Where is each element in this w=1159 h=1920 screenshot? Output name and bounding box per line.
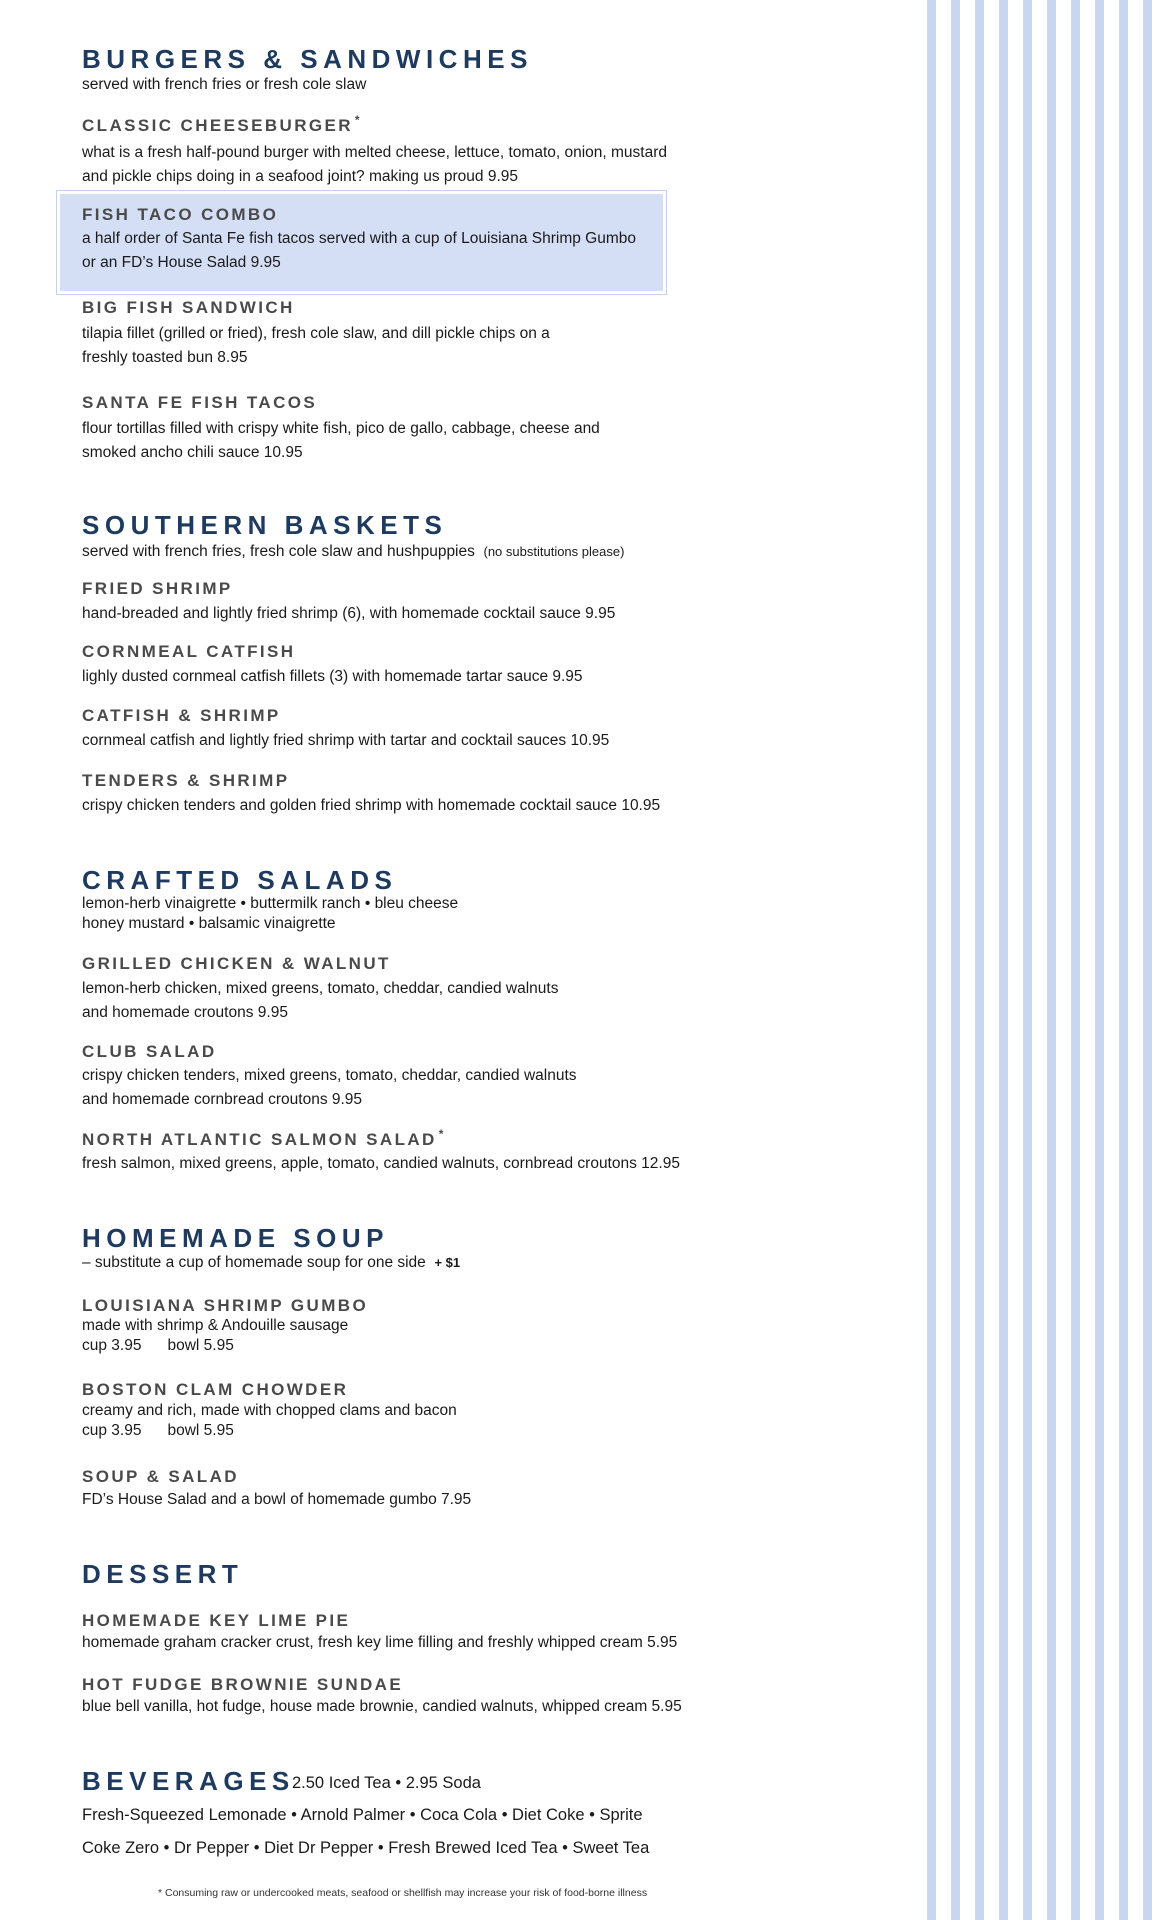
- substitution-note: (no substitutions please): [483, 544, 625, 559]
- menu-item-classic-cheeseburger: [82, 113, 362, 136]
- item-description: FD’s House Salad and a bowl of homemade gumbo 7.95: [82, 1491, 472, 1508]
- asterisk: *: [354, 113, 362, 127]
- item-description: lighly dusted cornmeal catfish fillets (3) with homemade tartar sauce 9.95: [82, 668, 583, 685]
- bowl-price: bowl 5.95: [167, 1422, 234, 1439]
- description-line: lemon-herb chicken, mixed greens, tomato, cheddar, candied walnuts: [82, 980, 559, 997]
- description-line: and homemade cornbread croutons 9.95: [82, 1091, 363, 1108]
- menu-item-tenders-shrimp: TENDERS & SHRIMP: [82, 771, 290, 790]
- menu-item-hot-fudge-brownie-sundae: HOT FUDGE BROWNIE SUNDAE: [82, 1675, 404, 1694]
- item-name: CLASSIC CHEESEBURGER: [82, 116, 353, 135]
- dressing-options: [82, 894, 458, 934]
- beverage-prices: 2.50 Iced Tea • 2.95 Soda: [292, 1774, 481, 1792]
- cup-price: cup 3.95: [82, 1422, 142, 1439]
- description-line: and pickle chips doing in a seafood joint? making us proud 9.95: [82, 168, 519, 185]
- item-description: [82, 227, 636, 275]
- price-line: [82, 1336, 348, 1356]
- item-description: cornmeal catfish and lightly fried shrimp with tartar and cocktail sauces 10.95: [82, 732, 610, 749]
- item-description: hand-breaded and lightly fried shrimp (6), with homemade cocktail sauce 9.95: [82, 605, 616, 622]
- item-description: blue bell vanilla, hot fudge, house made brownie, candied walnuts, whipped cream 5.95: [82, 1698, 682, 1715]
- subtitle-text: served with french fries, fresh cole slaw and hushpuppies: [82, 543, 475, 560]
- item-description: [82, 417, 600, 465]
- item-description: [82, 322, 550, 370]
- description-line: or an FD’s House Salad 9.95: [82, 254, 281, 271]
- item-name: NORTH ATLANTIC SALMON SALAD: [82, 1130, 437, 1149]
- food-safety-disclaimer: * Consuming raw or undercooked meats, seafood or shellfish may increase your risk of food-borne illness: [158, 1887, 648, 1899]
- decorative-stripes: [912, 0, 1159, 1920]
- description-line: smoked ancho chili sauce 10.95: [82, 444, 303, 461]
- description-line: creamy and rich, made with chopped clams and bacon: [82, 1402, 457, 1419]
- section-title-baskets: SOUTHERN BASKETS: [82, 510, 448, 540]
- price-line: [82, 1421, 457, 1441]
- cup-price: cup 3.95: [82, 1337, 142, 1354]
- item-description: homemade graham cracker crust, fresh key lime filling and freshly whipped cream 5.95: [82, 1634, 678, 1651]
- section-subtitle-burgers: served with french fries or fresh cole slaw: [82, 76, 367, 93]
- menu-item-louisiana-shrimp-gumbo: LOUISIANA SHRIMP GUMBO: [82, 1296, 369, 1315]
- description-line: and homemade croutons 9.95: [82, 1004, 288, 1021]
- item-description: [82, 141, 667, 189]
- menu-item-fried-shrimp: FRIED SHRIMP: [82, 579, 233, 598]
- beverage-list-line-2: Coke Zero • Dr Pepper • Diet Dr Pepper • Fresh Brewed Iced Tea • Sweet Tea: [82, 1839, 650, 1857]
- menu-item-north-atlantic-salmon-salad: [82, 1127, 446, 1150]
- bowl-price: bowl 5.95: [167, 1337, 234, 1354]
- item-description: [82, 1401, 457, 1441]
- description-line: a half order of Santa Fe fish tacos served with a cup of Louisiana Shrimp Gumbo: [82, 230, 636, 247]
- menu-item-cornmeal-catfish: CORNMEAL CATFISH: [82, 642, 296, 661]
- section-subtitle-soup: [82, 1251, 460, 1275]
- asterisk: *: [438, 1127, 446, 1141]
- menu-item-big-fish-sandwich: BIG FISH SANDWICH: [82, 298, 295, 317]
- section-title-salads: CRAFTED SALADS: [82, 865, 398, 895]
- menu-item-santa-fe-fish-tacos: SANTA FE FISH TACOS: [82, 393, 318, 412]
- menu-item-fish-taco-combo: FISH TACO COMBO: [82, 205, 279, 224]
- menu-item-key-lime-pie: HOMEMADE KEY LIME PIE: [82, 1611, 351, 1630]
- section-subtitle-baskets: [82, 540, 624, 564]
- description-line: freshly toasted bun 8.95: [82, 349, 248, 366]
- menu-item-boston-clam-chowder: BOSTON CLAM CHOWDER: [82, 1380, 349, 1399]
- dressing-line: lemon-herb vinaigrette • buttermilk ranch • bleu cheese: [82, 895, 459, 912]
- menu-item-catfish-shrimp: CATFISH & SHRIMP: [82, 706, 281, 725]
- section-title-burgers: BURGERS & SANDWICHES: [82, 44, 533, 74]
- description-line: what is a fresh half-pound burger with melted cheese, lettuce, tomato, onion, mustard: [82, 144, 668, 161]
- dressing-line: honey mustard • balsamic vinaigrette: [82, 915, 336, 932]
- description-line: flour tortillas filled with crispy white fish, pico de gallo, cabbage, cheese and: [82, 420, 600, 437]
- description-line: made with shrimp & Andouille sausage: [82, 1317, 349, 1334]
- item-description: [82, 1316, 348, 1356]
- section-title-dessert: DESSERT: [82, 1559, 244, 1589]
- menu-item-soup-salad: SOUP & SALAD: [82, 1467, 239, 1486]
- item-description: [82, 977, 558, 1025]
- menu-item-grilled-chicken-walnut: GRILLED CHICKEN & WALNUT: [82, 954, 391, 973]
- description-line: tilapia fillet (grilled or fried), fresh cole slaw, and dill pickle chips on a: [82, 325, 550, 342]
- beverage-list-line-1: Fresh-Squeezed Lemonade • Arnold Palmer • Coca Cola • Diet Coke • Sprite: [82, 1806, 643, 1824]
- subtitle-text: – substitute a cup of homemade soup for one side: [82, 1254, 426, 1271]
- item-description: [82, 1064, 577, 1112]
- menu-item-club-salad: CLUB SALAD: [82, 1042, 217, 1061]
- section-title-soup: HOMEMADE SOUP: [82, 1223, 389, 1253]
- description-line: crispy chicken tenders, mixed greens, tomato, cheddar, candied walnuts: [82, 1067, 577, 1084]
- subtitle-price: + $1: [434, 1255, 461, 1270]
- item-description: crispy chicken tenders and golden fried shrimp with homemade cocktail sauce 10.95: [82, 797, 661, 814]
- section-title-beverages: BEVERAGES: [82, 1766, 295, 1796]
- item-description: fresh salmon, mixed greens, apple, tomato, candied walnuts, cornbread croutons 12.95: [82, 1155, 680, 1172]
